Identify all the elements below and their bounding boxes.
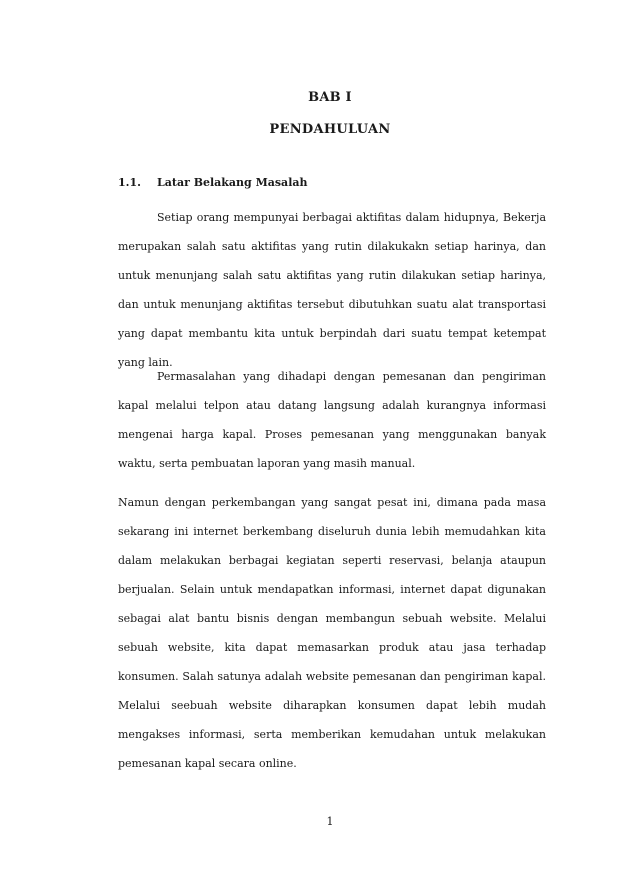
paragraph: Namun dengan perkembangan yang sangat pesat ini, dimana pada masa sekarang ini internet berkembang diseluruh dunia lebih memudahkan kita dalam melakukan berbagai kegiatan seperti reservasi, belanja ataupun berjualan. Selain untuk mendapatkan informasi, internet dapat digunakan sebagai alat bantu bisnis dengan membangun sebuah website. Melalui sebuah website, kita dapat memasarkan produk atau jasa terhadap konsumen. Salah satunya adalah website pemesanan dan pengiriman kapal. Melalui seebuah website diharapkan konsumen dapat lebih mudah mengakses informasi, serta memberikan kemudahan untuk melakukan pemesanan kapal secara online.: [118, 496, 546, 770]
chapter-number: BAB I: [308, 90, 352, 105]
section-number: 1.1.: [118, 176, 141, 189]
section-heading: [118, 176, 308, 189]
section-title: Latar Belakang Masalah: [157, 176, 308, 189]
chapter-title: PENDAHULUAN: [269, 122, 391, 137]
paragraph: Setiap orang mempunyai berbagai aktifitas dalam hidupnya, Bekerja merupakan salah satu aktifitas yang rutin dilakukakn setiap harinya, dan untuk menunjang salah satu aktifitas yang rutin dilakukan setiap harinya, dan untuk menunjang aktifitas tersebut dibutuhkan suatu alat transportasi yang dapat membantu kita untuk berpindah dari suatu tempat ketempat yang lain.: [118, 211, 546, 369]
paragraph: Permasalahan yang dihadapi dengan pemesanan dan pengiriman kapal melalui telpon atau datang langsung adalah kurangnya informasi mengenai harga kapal. Proses pemesanan yang menggunakan banyak waktu, serta pembuatan laporan yang masih manual.: [118, 370, 546, 470]
page-number: 1: [326, 815, 334, 828]
